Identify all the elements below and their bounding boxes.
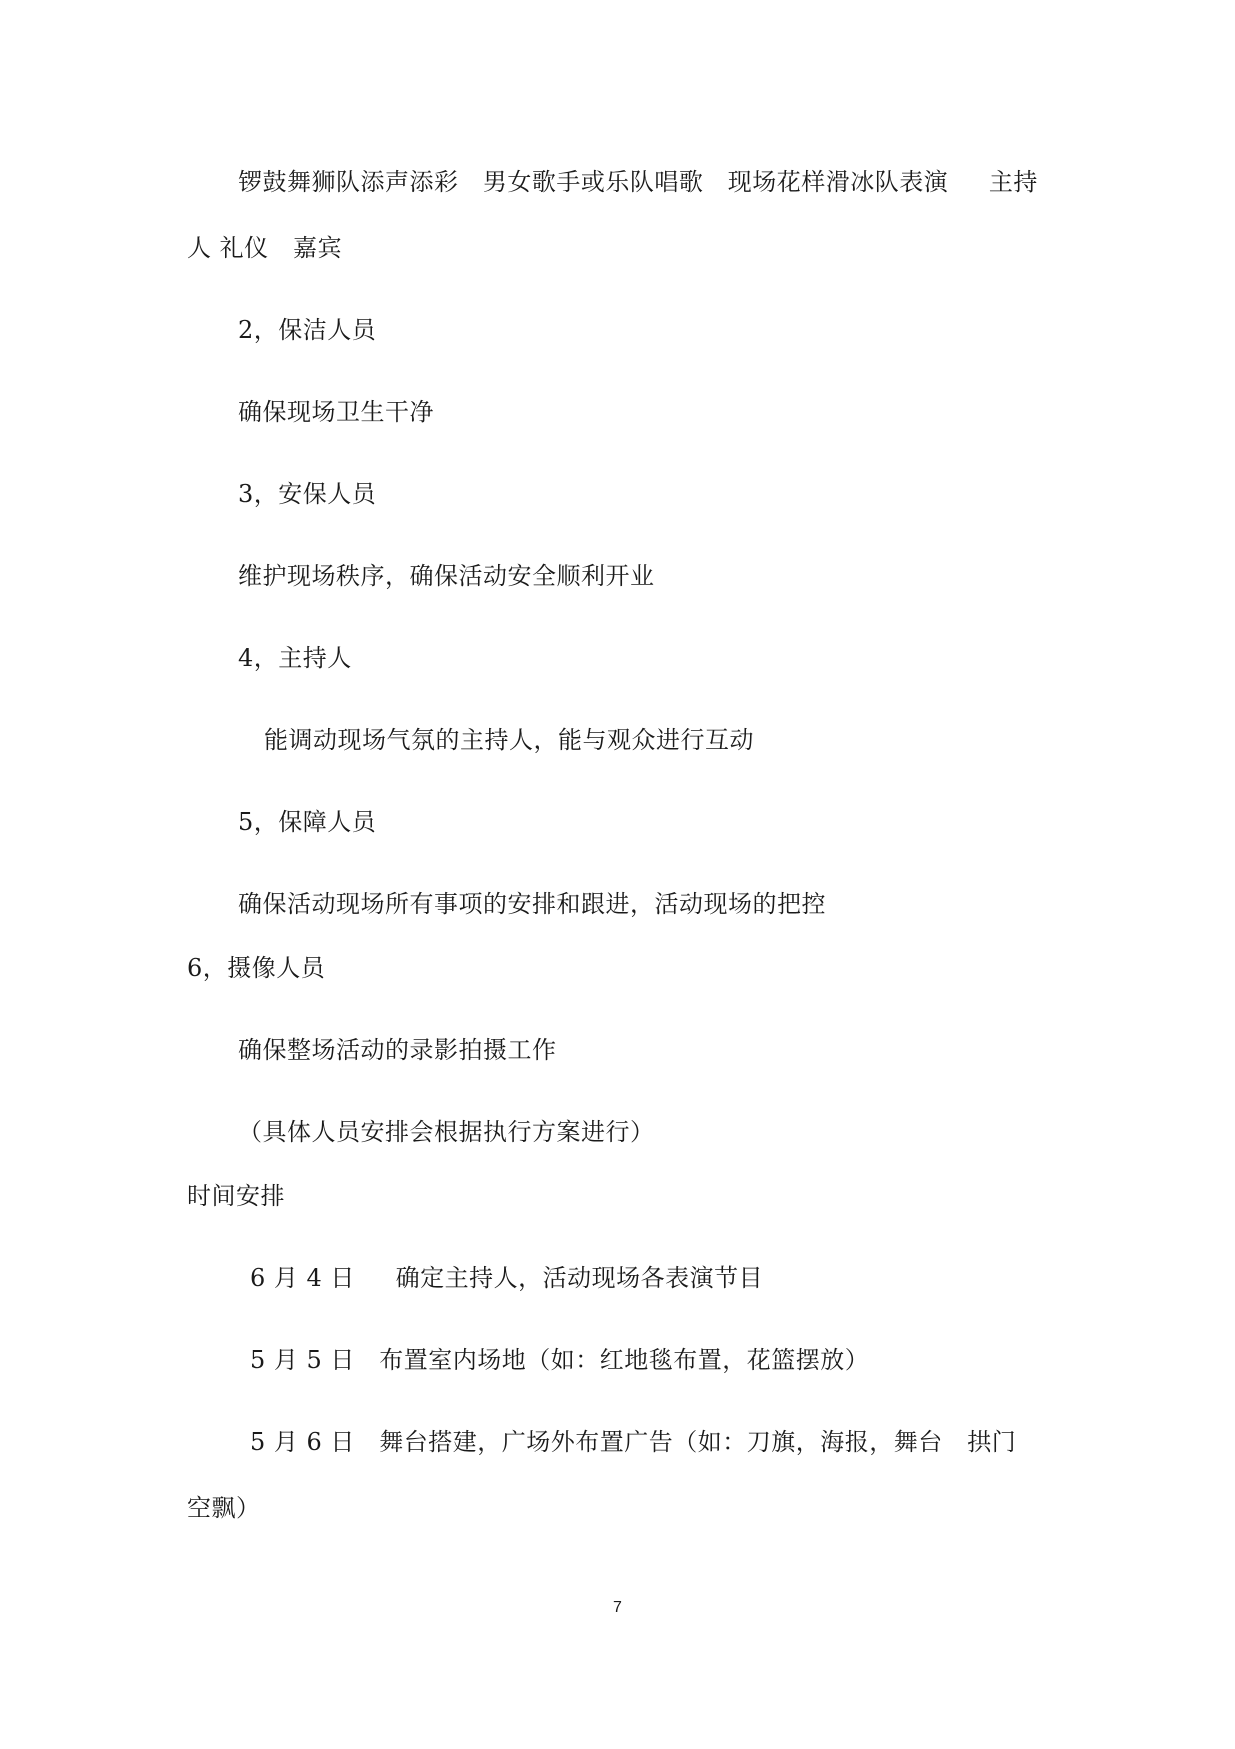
section-heading-cleaning-staff: 2，保洁人员 bbox=[238, 316, 377, 344]
section-heading-security-staff: 3，安保人员 bbox=[238, 480, 377, 508]
schedule-item-may-5: 5 月 5 日 布置室内场地（如：红地毯布置，花篮摆放） bbox=[250, 1346, 870, 1374]
camera-staff-duty: 确保整场活动的录影拍摄工作 bbox=[238, 1036, 557, 1064]
performance-list-line: 锣鼓舞狮队添声添彩 男女歌手或乐队唱歌 现场花样滑冰队表演 主持 bbox=[238, 168, 1038, 196]
performance-list-continued: 人 礼仪 嘉宾 bbox=[187, 234, 343, 262]
section-heading-camera-staff: 6，摄像人员 bbox=[187, 954, 326, 982]
schedule-item-june-4: 6 月 4 日 确定主持人，活动现场各表演节目 bbox=[250, 1264, 764, 1292]
staffing-note: （具体人员安排会根据执行方案进行） bbox=[238, 1118, 655, 1146]
schedule-item-may-6: 5 月 6 日 舞台搭建，广场外布置广告（如：刀旗，海报，舞台 拱门 bbox=[250, 1428, 1017, 1456]
section-heading-support-staff: 5，保障人员 bbox=[238, 808, 377, 836]
cleaning-staff-duty: 确保现场卫生干净 bbox=[238, 398, 434, 426]
page-number: 7 bbox=[613, 1599, 622, 1616]
host-duty: 能调动现场气氛的主持人，能与观众进行互动 bbox=[264, 726, 754, 754]
section-heading-schedule: 时间安排 bbox=[187, 1182, 285, 1210]
section-heading-host: 4，主持人 bbox=[238, 644, 352, 672]
schedule-item-may-6-continued: 空飘） bbox=[187, 1494, 261, 1522]
support-staff-duty: 确保活动现场所有事项的安排和跟进，活动现场的把控 bbox=[238, 890, 826, 918]
security-staff-duty: 维护现场秩序，确保活动安全顺利开业 bbox=[238, 562, 655, 590]
